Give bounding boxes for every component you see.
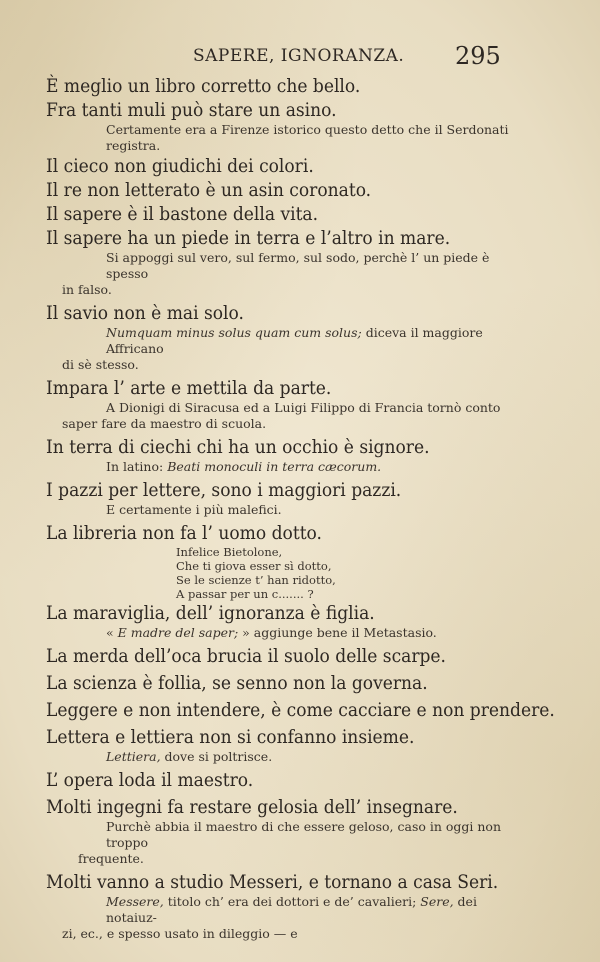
commentary-line: frequente. <box>78 851 144 866</box>
commentary-text: « <box>106 625 118 640</box>
running-title: SAPERE, IGNORANZA. <box>193 46 405 66</box>
commentary-line: A Dionigi di Siracusa ed a Luigi Filippo di Francia tornò conto <box>106 400 501 415</box>
proverb: I pazzi per lettere, sono i maggiori pazzi. <box>46 479 402 501</box>
latin-quote: Beati monoculi in terra cæcorum. <box>167 459 382 474</box>
proverb: Fra tanti muli può stare un asino. <box>46 99 337 121</box>
commentary-text: » aggiunge bene il Metastasio. <box>238 625 437 640</box>
proverb: È meglio un libro corretto che bello. <box>46 75 361 97</box>
commentary <box>62 459 516 475</box>
commentary: E certamente i più malefici. <box>106 502 282 517</box>
proverb: Lettera e lettiera non si confanno insieme. <box>46 726 415 748</box>
proverb: La maraviglia, dell’ ignoranza è figlia. <box>46 602 375 624</box>
page-header <box>0 42 600 76</box>
commentary: Certamente era a Firenze istorico questo detto che il Serdonati registra. <box>106 122 509 153</box>
proverb: Il savio non è mai solo. <box>46 302 244 324</box>
page-body <box>46 74 555 942</box>
commentary-text: titolo ch’ era dei dottori e de’ cavalieri; <box>163 894 417 909</box>
page-number: 295 <box>455 42 501 70</box>
quote: Sere, <box>416 894 454 909</box>
proverb: Leggere e non intendere, è come cacciare e non prendere. <box>46 699 555 721</box>
proverb: La merda dell’oca brucia il suolo delle scarpe. <box>46 645 446 667</box>
commentary-line <box>106 894 516 926</box>
proverb: Impara l’ arte e mettila da parte. <box>46 377 332 399</box>
proverb: La scienza è follia, se senno non la governa. <box>46 672 428 694</box>
commentary <box>62 749 516 765</box>
commentary-text: dei notaiuz- <box>106 894 477 925</box>
proverb: Il re non letterato è un asin coronato. <box>46 179 372 201</box>
proverb: Il sapere ha un piede in terra e l’altro in mare. <box>46 227 451 249</box>
proverb: In terra di ciechi chi ha un occhio è signore. <box>46 436 430 458</box>
commentary-text: In latino: <box>106 459 168 474</box>
commentary <box>62 625 516 641</box>
proverb: Molti ingegni fa restare gelosia dell’ insegnare. <box>46 796 458 818</box>
commentary <box>62 894 516 942</box>
proverb: La libreria non fa l’ uomo dotto. <box>46 522 322 544</box>
verse-line: Se le scienze t’ han ridotto, <box>176 573 336 587</box>
proverb: Il cieco non giudichi dei colori. <box>46 155 314 177</box>
quote: Messere, <box>106 894 164 909</box>
verse-quote <box>176 545 516 601</box>
proverb: L’ opera loda il maestro. <box>46 769 254 791</box>
proverb: Il sapere è il bastone della vita. <box>46 203 319 225</box>
commentary-line: zi, ec., e spesso usato in dileggio — e <box>62 926 298 941</box>
quote: Lettiera, <box>106 749 161 764</box>
commentary-line: Si appoggi sul vero, sul fermo, sul sodo, perchè l’ un piede è spesso <box>106 250 490 281</box>
commentary-text: diceva il maggiore Affricano <box>106 325 483 356</box>
quote: E madre del saper; <box>117 625 239 640</box>
commentary-line: saper fare da maestro di scuola. <box>62 416 267 431</box>
latin-quote: Numquam minus solus quam cum solus; <box>106 325 362 340</box>
commentary-line: Purchè abbia il maestro di che essere geloso, caso in oggi non troppo <box>106 819 502 850</box>
commentary-line: in falso. <box>62 282 112 297</box>
commentary <box>62 400 516 432</box>
commentary-line: di sè stesso. <box>62 357 139 372</box>
commentary-line <box>106 325 516 357</box>
proverb: Molti vanno a studio Messeri, e tornano a casa Seri. <box>46 871 499 893</box>
verse-line: Che ti giova esser sì dotto, <box>176 559 332 573</box>
verse-line: A passar per un c....... ? <box>176 587 314 601</box>
verse-line: Infelice Bietolone, <box>176 545 283 559</box>
commentary <box>62 250 516 298</box>
commentary <box>62 325 516 373</box>
commentary-text: dove si poltrisce. <box>160 749 273 764</box>
commentary <box>62 819 516 867</box>
